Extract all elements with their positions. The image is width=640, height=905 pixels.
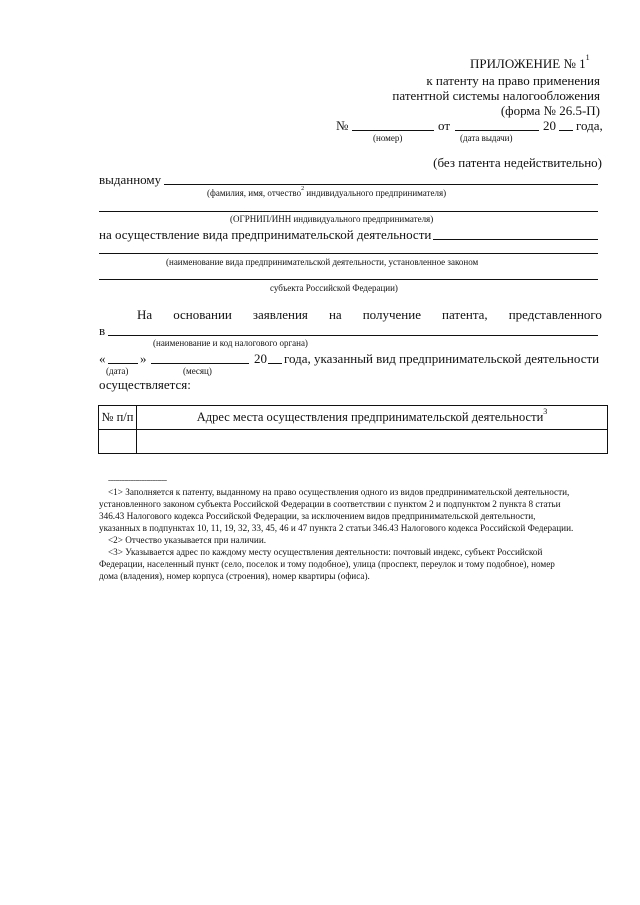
tax-authority-field[interactable] — [108, 335, 598, 336]
row-number-cell[interactable] — [99, 430, 137, 454]
activity-field[interactable] — [433, 239, 598, 240]
address-footnote-ref: 3 — [543, 407, 548, 416]
date-caption: (дата) — [106, 366, 129, 376]
activity-field-line-3[interactable] — [99, 279, 598, 280]
carried-out-label: осуществляется: — [99, 377, 191, 392]
issued-to-label: выданному — [99, 172, 162, 187]
quote-close: » — [140, 351, 147, 366]
header-line-2: патентной системы налогообложения — [392, 88, 600, 103]
activity-field-line-2[interactable] — [99, 253, 598, 254]
footnote-2: <2> Отчество указывается при наличии. — [108, 535, 267, 545]
year-field[interactable] — [559, 130, 573, 131]
validity-note: (без патента недействительно) — [433, 155, 602, 170]
month-field[interactable] — [151, 363, 249, 364]
footnote-1-line-3: 346.43 Налогового кодекса Российской Федерации, за исключением видов предпринимательской деятельности, — [99, 511, 536, 521]
year-prefix: 20 — [254, 351, 267, 366]
basis-tail: года, указанный вид предпринимательской деятельности — [284, 351, 600, 366]
activity-caption-2: субъекта Российской Федерации) — [270, 283, 398, 293]
footnote-3-line-2: Федерации, населенный пункт (село, поселок и тому подобное), улица (проспект, переулок и тому подобное), номер — [99, 559, 555, 569]
fio-caption: (фамилия, имя, отчество$^2$ индивидуального предпринимателя) — [207, 186, 447, 198]
fio-field[interactable] — [164, 184, 598, 185]
footnote-3-line-1: <3> Указывается адрес по каждому месту осуществления деятельности: почтовый индекс, субъект Российской — [108, 547, 543, 557]
address-table — [98, 405, 608, 454]
month-caption: (месяц) — [183, 366, 212, 376]
day-field[interactable] — [108, 363, 138, 364]
title-footnote-ref: 1 — [585, 53, 590, 62]
year-label: 20 — [543, 118, 556, 133]
table-row — [99, 430, 608, 454]
table-header-row — [99, 406, 608, 430]
col-address-header: Адрес места осуществления предпринимательской деятельности$^3$ — [137, 406, 608, 430]
issue-date-field[interactable] — [455, 130, 539, 131]
from-label: от — [438, 118, 451, 133]
year-suffix: года, — [576, 118, 603, 133]
footnote-1-line-1: <1> Заполняется к патенту, выданному на право осуществления одного из видов предпринимательской деятельности, — [108, 487, 570, 497]
tax-authority-caption: (наименование и код налогового органа) — [153, 338, 308, 348]
footnote-3-line-3: дома (владения), номер корпуса (строения), номер квартиры (офиса). — [99, 571, 370, 581]
footnote-1-line-4: указанных в подпунктах 10, 11, 19, 32, 33, 45, 46 и 47 пункта 2 статьи 346.43 Налогового кодекса Российской Федерации. — [99, 523, 574, 533]
fio-footnote-ref: 2 — [301, 186, 305, 192]
col-number-header: № п/п — [99, 406, 137, 430]
issue-date-caption: (дата выдачи) — [460, 133, 513, 143]
footnote-separator: -------------------------------- — [108, 476, 167, 484]
ogrnip-inn-field[interactable] — [99, 211, 598, 212]
basis-sentence: На основании заявления на получение патента, представленного — [137, 307, 602, 322]
number-label: № — [336, 118, 349, 133]
in-label: в — [99, 323, 106, 338]
activity-label: на осуществление вида предпринимательской деятельности — [99, 227, 432, 242]
number-field[interactable] — [352, 130, 434, 131]
appendix-title: ПРИЛОЖЕНИЕ № $1^1$ — [470, 53, 590, 71]
quote-open: « — [99, 351, 106, 366]
header-line-1: к патенту на право применения — [426, 73, 600, 88]
row-address-cell[interactable] — [137, 430, 608, 454]
basis-year-field[interactable] — [268, 363, 282, 364]
activity-caption: (наименование вида предпринимательской деятельности, установленное законом — [166, 257, 479, 267]
footnote-1-line-2: установленного законом субъекта Российской Федерации в соответствии с пунктом 2 и подпунктом 2 пункта 8 статьи — [99, 499, 561, 509]
form-number: (форма № 26.5-П) — [500, 103, 600, 118]
ogrnip-caption: (ОГРНИП/ИНН индивидуального предпринимателя) — [230, 214, 434, 224]
number-caption: (номер) — [373, 133, 403, 143]
